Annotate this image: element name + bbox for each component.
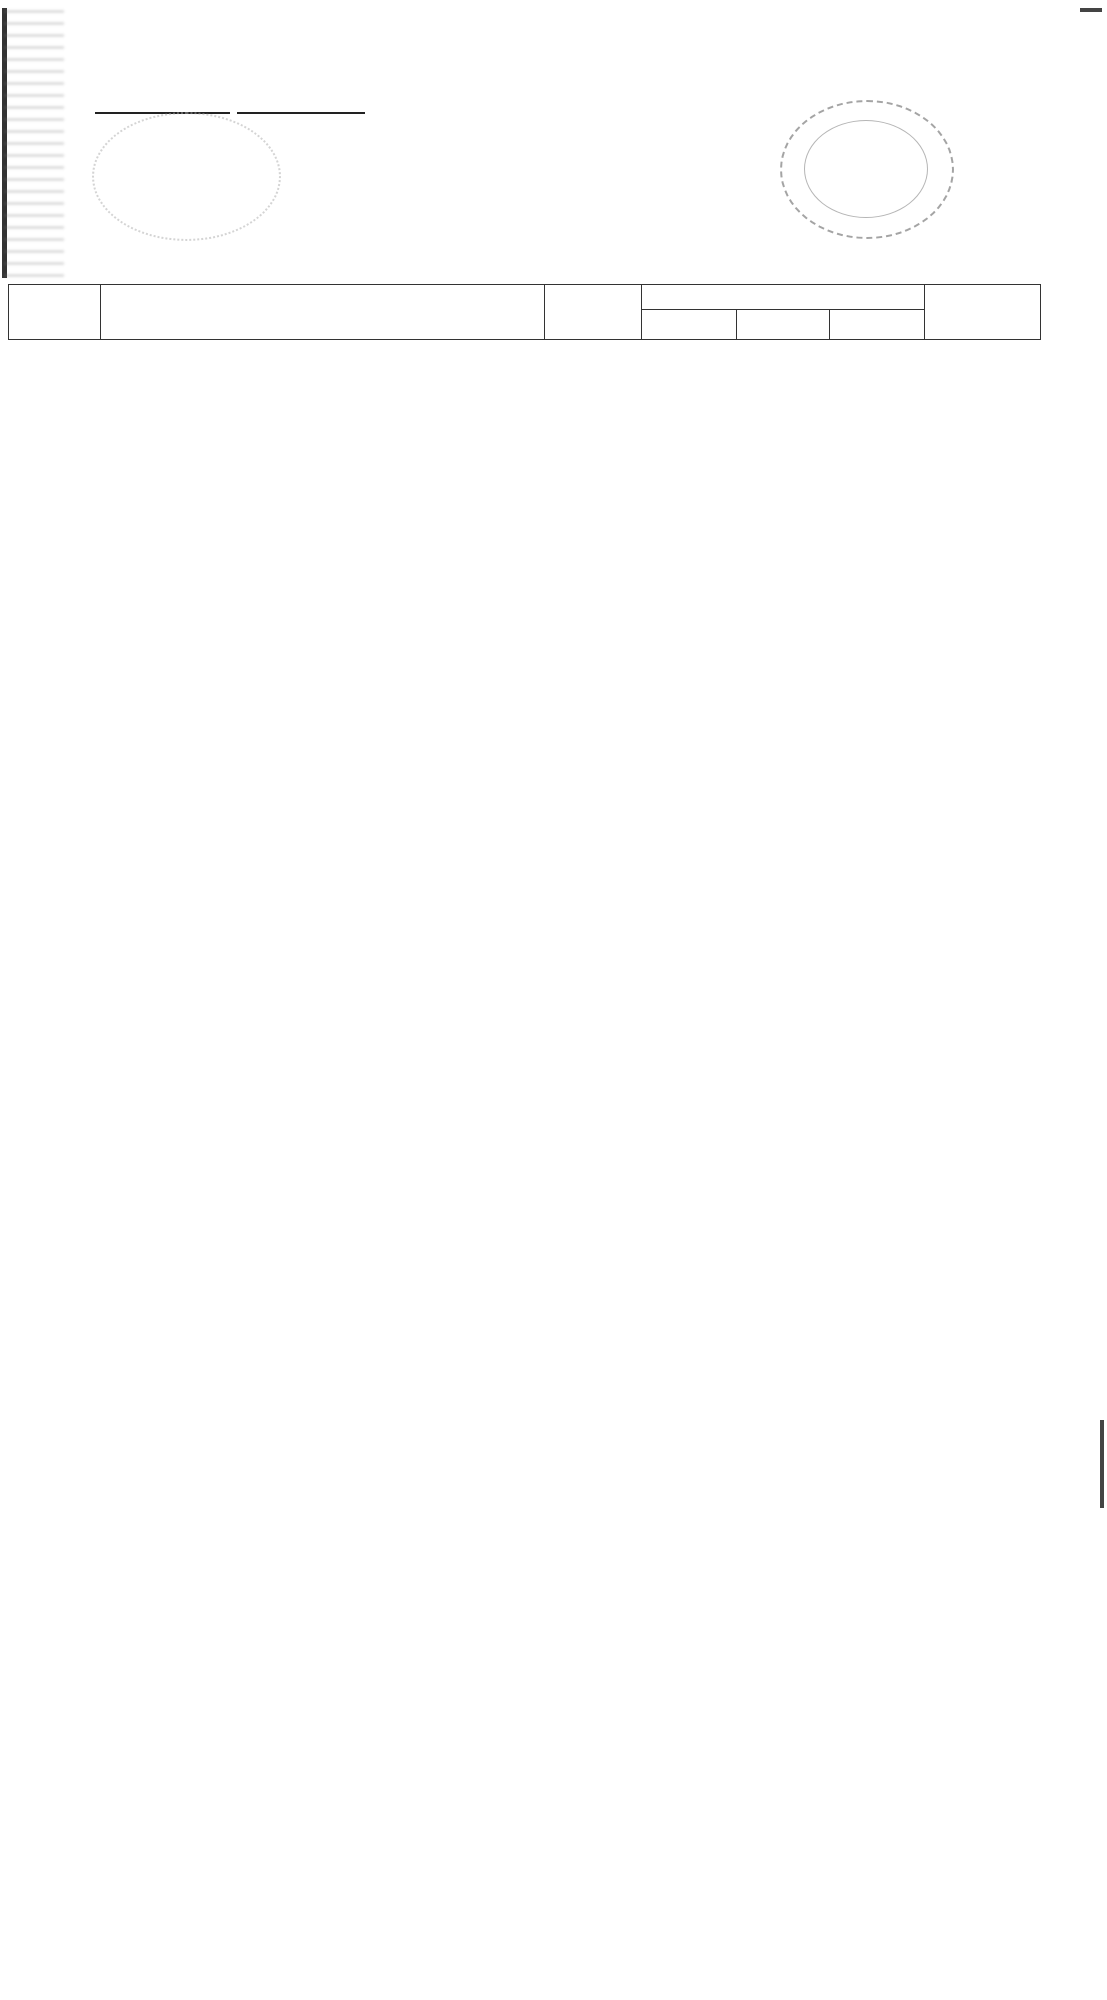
scan-noise-artifact bbox=[4, 10, 64, 280]
header-yield bbox=[545, 285, 642, 340]
header-protein bbox=[642, 310, 737, 340]
signature-line bbox=[237, 112, 365, 114]
stamp-inner-ring bbox=[804, 120, 928, 218]
scan-edge-artifact bbox=[1100, 1420, 1104, 1508]
header-fat bbox=[737, 310, 830, 340]
header-energy bbox=[925, 285, 1041, 340]
scan-edge-artifact bbox=[1080, 8, 1102, 12]
organization-stamp bbox=[780, 100, 954, 239]
school-stamp bbox=[92, 112, 281, 241]
header-carbs bbox=[830, 310, 925, 340]
header-nutrients bbox=[642, 285, 925, 310]
header-code bbox=[9, 285, 101, 340]
menu-table bbox=[8, 284, 1041, 340]
header-name bbox=[101, 285, 545, 340]
